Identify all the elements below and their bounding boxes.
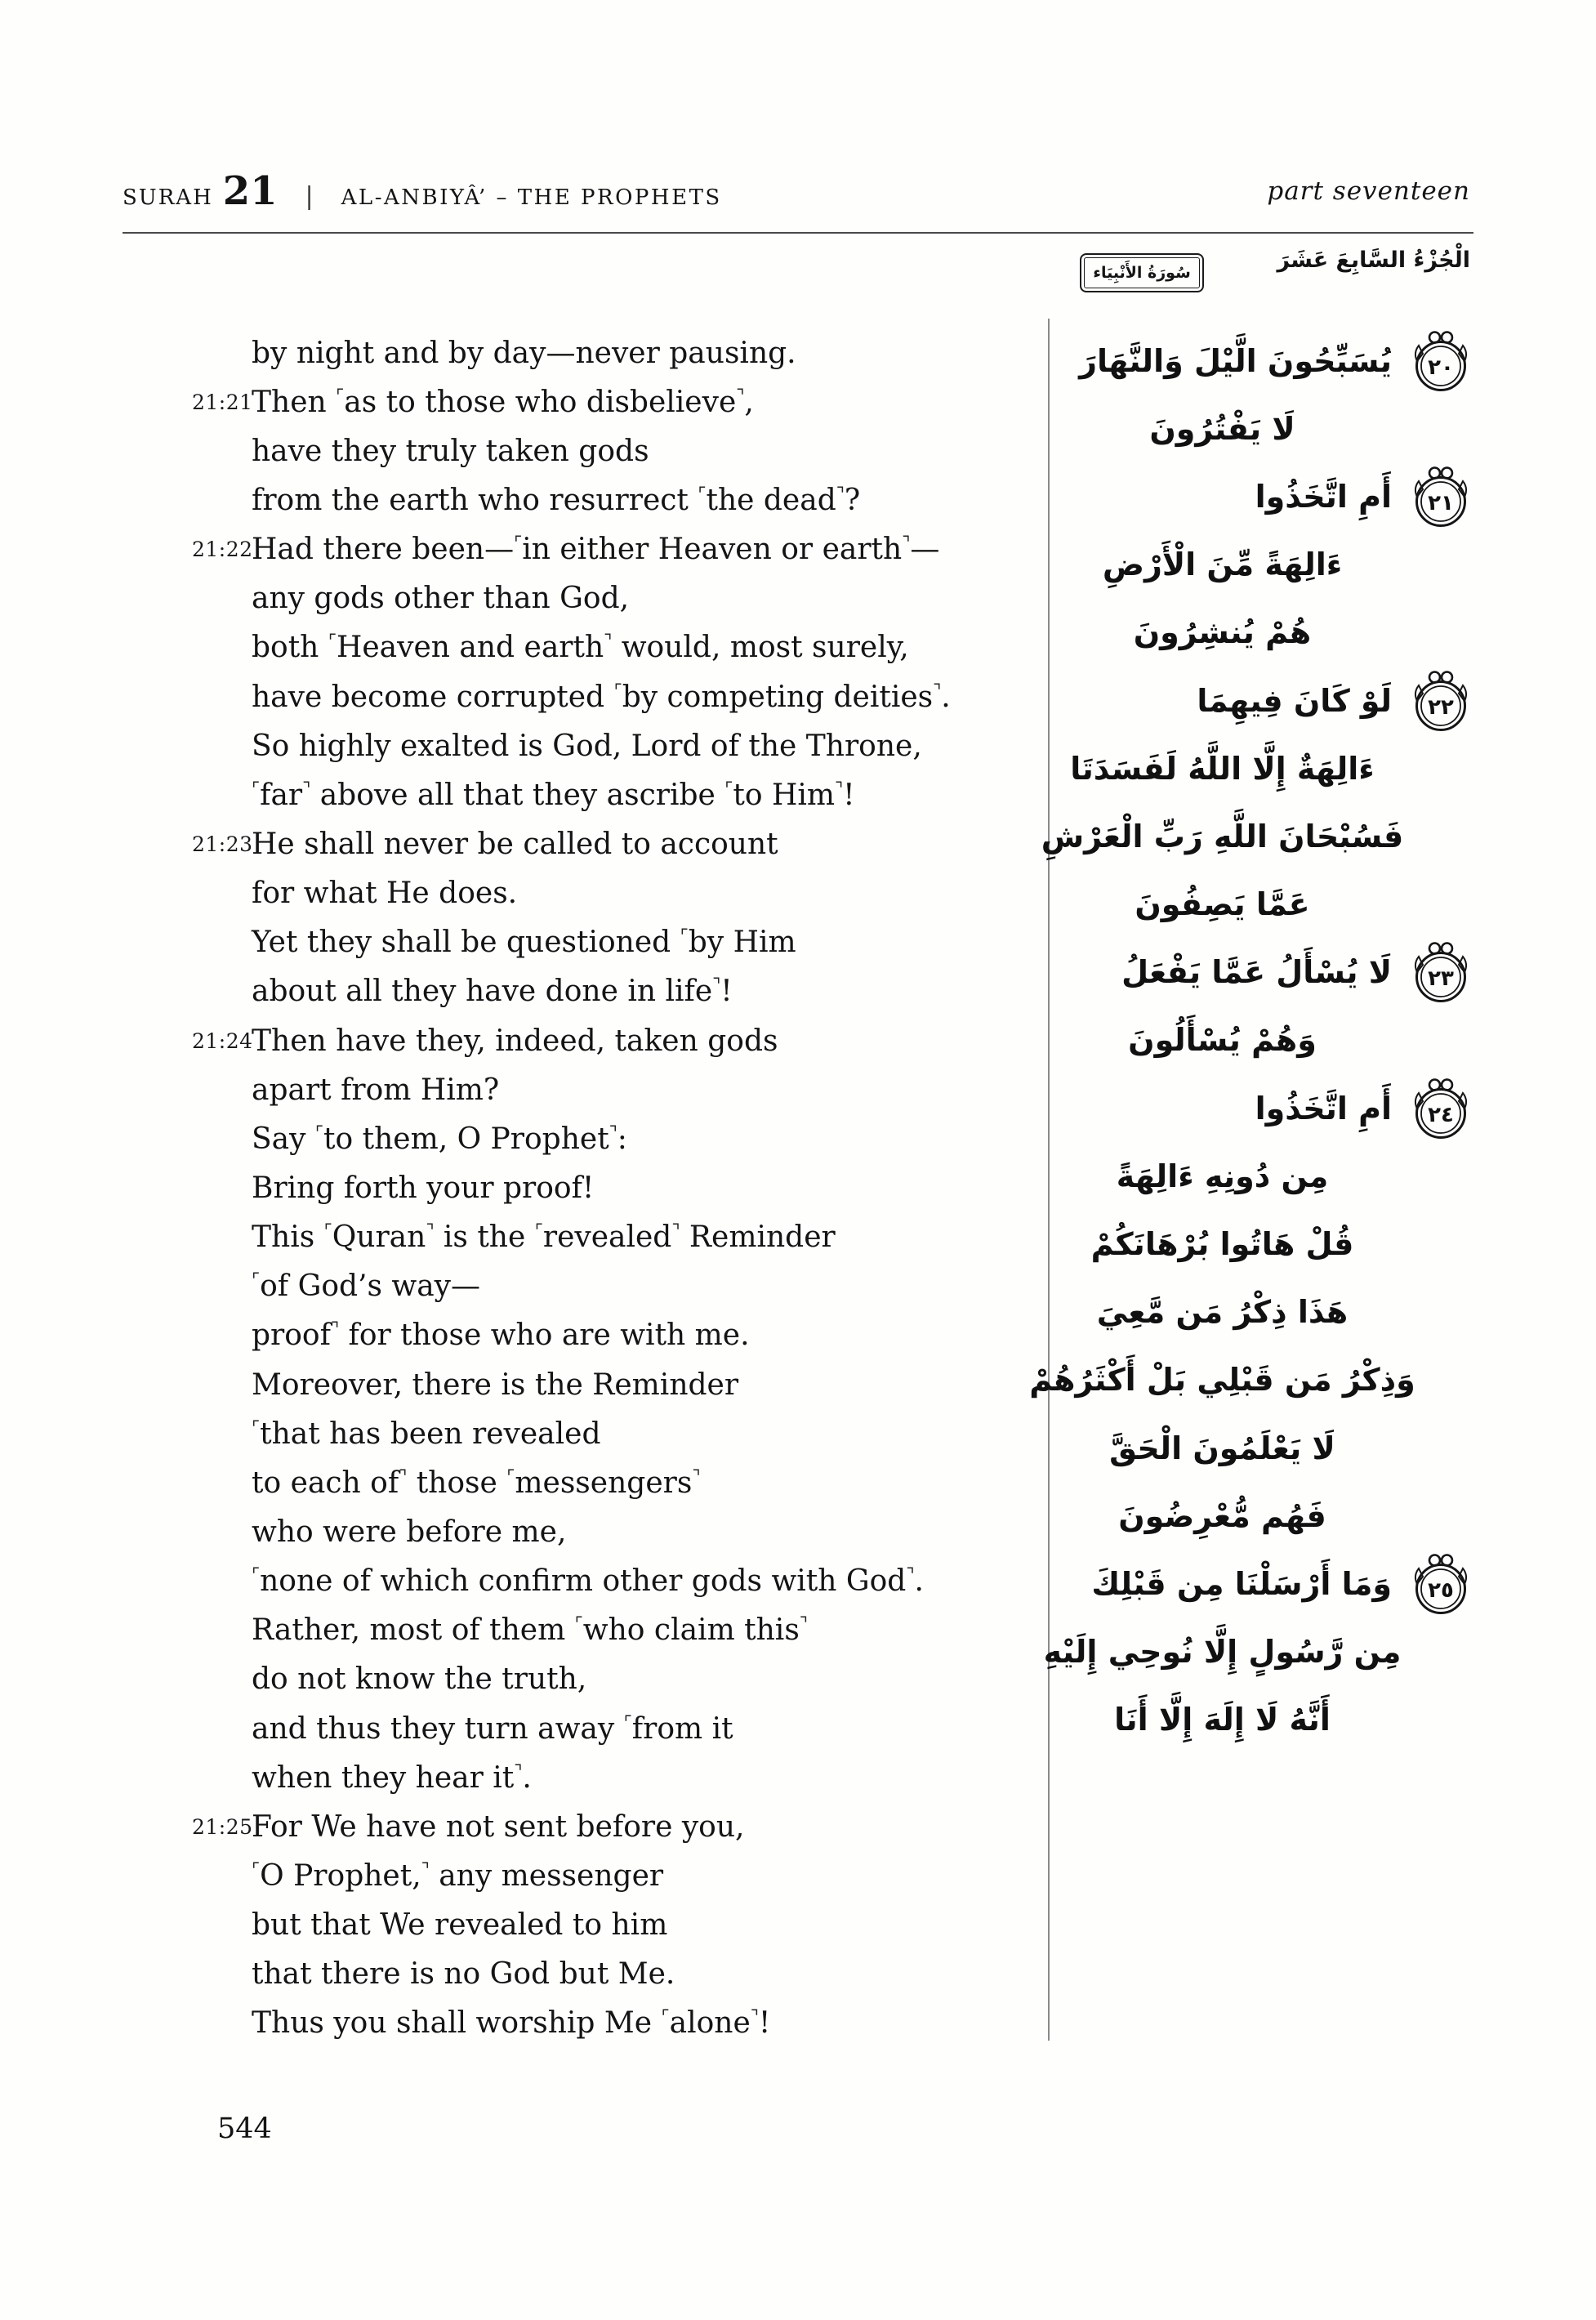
arabic-verse-text: لَوْ كَانَ فِيهِمَا xyxy=(1197,682,1392,719)
svg-text:٢٠: ٢٠ xyxy=(1428,355,1454,380)
arabic-line xyxy=(1050,1006,1596,1074)
english-line xyxy=(192,426,1041,475)
half-bracket: ⌜ xyxy=(661,2007,670,2028)
half-bracket: ⌜ xyxy=(323,1221,332,1243)
arabic-line xyxy=(1029,1346,1596,1414)
arabic-line xyxy=(1050,462,1596,530)
juz-arabic-label: الْجُزْءُ السَّابِعَ عَشَرَ xyxy=(1277,248,1470,273)
english-line xyxy=(192,623,1041,672)
english-line xyxy=(192,475,1041,524)
half-bracket: ⌜ xyxy=(680,926,689,948)
arabic-verse-text: يُسَبِّحُونَ الَّيْلَ وَالنَّهَارَ xyxy=(1079,342,1392,379)
english-line xyxy=(192,1901,1041,1950)
arabic-line xyxy=(1050,871,1596,939)
verse-medallion-slot xyxy=(1411,1551,1470,1617)
english-line xyxy=(192,377,1041,426)
arabic-verse-text: لَا يَعْلَمُونَ الْحَقَّ xyxy=(1109,1430,1335,1466)
verse-text: have they truly taken gods xyxy=(252,434,649,468)
arabic-line xyxy=(1050,1074,1596,1142)
english-translation-column xyxy=(192,328,1041,2048)
verse-marker-medallion xyxy=(1411,939,1470,1005)
half-bracket: ⌝ xyxy=(906,1565,915,1586)
half-bracket: ⌝ xyxy=(426,1221,435,1243)
verse-number: 21:22 xyxy=(192,538,253,562)
arabic-line xyxy=(1043,1618,1596,1686)
half-bracket: ⌝ xyxy=(302,779,311,800)
english-line xyxy=(192,819,1041,868)
half-bracket: ⌝ xyxy=(421,1860,430,1881)
half-bracket: ⌜ xyxy=(534,1221,543,1243)
arabic-line xyxy=(1050,1142,1596,1210)
half-bracket: ⌝ xyxy=(902,533,911,555)
arabic-verse-text: لَا يُسْأَلُ عَمَّا يَفْعَلُ xyxy=(1121,954,1392,991)
arabic-verse-text: هُمْ يُنشِرُونَ xyxy=(1133,614,1312,651)
half-bracket: ⌜ xyxy=(252,1565,261,1586)
english-line xyxy=(192,1655,1041,1704)
verse-text: Moreover, there is the Reminder xyxy=(252,1367,739,1402)
english-line xyxy=(192,1950,1041,1999)
half-bracket: ⌜ xyxy=(506,1466,515,1488)
half-bracket: ⌜ xyxy=(314,1122,324,1144)
arabic-line xyxy=(1050,939,1596,1006)
verse-number: 21:25 xyxy=(192,1814,253,1839)
verse-medallion-slot xyxy=(1411,328,1470,394)
half-bracket: ⌝ xyxy=(330,1319,340,1341)
english-line xyxy=(192,770,1041,819)
surah-cartouche-text: سُورَةُ الأَنْبِيَاء xyxy=(1093,264,1191,282)
half-bracket: ⌜ xyxy=(623,1712,632,1733)
english-line xyxy=(192,1606,1041,1655)
english-line xyxy=(192,1360,1041,1409)
page-number: 544 xyxy=(217,2113,272,2145)
verse-text: when they hear it⌝. xyxy=(252,1760,532,1795)
half-bracket: ⌜ xyxy=(698,484,707,506)
half-bracket: ⌜ xyxy=(252,1860,261,1881)
verse-number: 21:21 xyxy=(192,390,253,414)
verse-text: ⌜that has been revealed xyxy=(252,1417,601,1451)
english-line xyxy=(192,1851,1041,1900)
english-line xyxy=(192,1999,1041,2048)
arabic-verse-text: مِن رَّسُولٍ إِلَّا نُوحِي إِلَيْهِ xyxy=(1043,1634,1402,1671)
surah-header xyxy=(123,168,722,214)
arabic-verse-text: هَذَا ذِكْرُ مَن مَّعِيَ xyxy=(1096,1294,1349,1331)
svg-text:٢٢: ٢٢ xyxy=(1428,694,1454,720)
half-bracket: ⌝ xyxy=(933,680,942,702)
verse-medallion-slot xyxy=(1411,1076,1470,1141)
english-line xyxy=(192,1409,1041,1458)
half-bracket: ⌝ xyxy=(399,1466,408,1488)
verse-number: 21:23 xyxy=(192,832,253,856)
verse-text: any gods other than God, xyxy=(252,582,630,616)
half-bracket: ⌜ xyxy=(252,1270,261,1292)
verse-text: by night and by day—never pausing. xyxy=(252,336,796,370)
svg-text:٢٤: ٢٤ xyxy=(1428,1102,1454,1127)
english-line xyxy=(192,1065,1041,1114)
english-line xyxy=(192,1262,1041,1311)
half-bracket: ⌝ xyxy=(799,1614,808,1635)
verse-number: 21:24 xyxy=(192,1028,253,1053)
english-line xyxy=(192,574,1041,623)
verse-text: ⌜far⌝ above all that they ascribe ⌜to Him⌝! xyxy=(252,778,855,812)
half-bracket: ⌜ xyxy=(252,1417,261,1439)
verse-text: Then have they, indeed, taken gods xyxy=(252,1024,778,1058)
svg-text:٢١: ٢١ xyxy=(1428,490,1454,515)
arabic-line xyxy=(1050,1278,1596,1346)
half-bracket: ⌜ xyxy=(724,779,733,800)
header-rule xyxy=(123,232,1473,234)
english-line xyxy=(192,1802,1041,1851)
verse-marker-medallion xyxy=(1411,668,1470,734)
verse-text: and thus they turn away ⌜from it xyxy=(252,1711,733,1746)
arabic-verse-text: فَسُبْحَانَ اللَّهِ رَبِّ الْعَرْشِ xyxy=(1041,818,1404,854)
half-bracket: ⌝ xyxy=(712,975,721,997)
half-bracket: ⌜ xyxy=(328,631,337,653)
verse-text: ⌜none of which confirm other gods with God⌝. xyxy=(252,1564,924,1599)
verse-text: that there is no God but Me. xyxy=(252,1957,675,1992)
part-label: part seventeen xyxy=(1267,176,1470,206)
verse-text: He shall never be called to account xyxy=(252,827,778,861)
arabic-verse-text: وَمَا أَرْسَلْنَا مِن قَبْلِكَ xyxy=(1091,1565,1392,1602)
half-bracket: ⌜ xyxy=(514,533,523,555)
verse-text: This ⌜Quran⌝ is the ⌜revealed⌝ Reminder xyxy=(252,1220,836,1255)
verse-marker-medallion xyxy=(1411,328,1470,394)
english-line xyxy=(192,1507,1041,1556)
arabic-verse-text: وَهُمْ يُسْأَلُونَ xyxy=(1128,1022,1317,1059)
english-line xyxy=(192,1016,1041,1065)
half-bracket: ⌝ xyxy=(604,631,613,653)
english-line xyxy=(192,1557,1041,1606)
verse-text: to each of⌝ those ⌜messengers⌝ xyxy=(252,1466,701,1500)
verse-text: both ⌜Heaven and earth⌝ would, most surely, xyxy=(252,631,909,665)
verse-text: about all they have done in life⌝! xyxy=(252,975,733,1009)
arabic-line xyxy=(1050,599,1596,667)
half-bracket: ⌜ xyxy=(574,1614,583,1635)
arabic-line xyxy=(1050,531,1596,599)
verse-text: For We have not sent before you, xyxy=(252,1809,745,1844)
header-separator: | xyxy=(305,182,314,211)
verse-medallion-slot xyxy=(1411,668,1470,734)
arabic-line xyxy=(1050,667,1596,734)
verse-text: Thus you shall worship Me ⌜alone⌝! xyxy=(252,2006,771,2041)
half-bracket: ⌝ xyxy=(692,1466,701,1488)
english-line xyxy=(192,918,1041,967)
verse-text: ⌜of God’s way— xyxy=(252,1269,481,1304)
half-bracket: ⌝ xyxy=(836,484,845,506)
verse-text: ⌜O Prophet,⌝ any messenger xyxy=(252,1858,664,1893)
verse-text: who were before me, xyxy=(252,1515,567,1549)
verse-text: Bring forth your proof! xyxy=(252,1171,595,1205)
verse-text: Had there been—⌜in either Heaven or earth⌝— xyxy=(252,533,940,567)
arabic-verse-column xyxy=(1029,327,1596,1754)
arabic-verse-text: فَهُم مُّعْرِضُونَ xyxy=(1118,1497,1326,1534)
arabic-verse-text: أَمِ اتَّخَذُوا xyxy=(1255,478,1392,515)
english-line xyxy=(192,1163,1041,1212)
verse-marker-medallion xyxy=(1411,1076,1470,1141)
arabic-line xyxy=(1041,802,1596,870)
english-line xyxy=(192,525,1041,574)
half-bracket: ⌝ xyxy=(514,1761,523,1782)
arabic-verse-text: ءَالِهَةً مِّنَ الْأَرْضِ xyxy=(1102,547,1343,583)
half-bracket: ⌜ xyxy=(613,680,622,702)
english-line xyxy=(192,721,1041,770)
verse-text: have become corrupted ⌜by competing deities⌝. xyxy=(252,680,951,714)
arabic-line xyxy=(1050,327,1596,395)
verse-text: proof⌝ for those who are with me. xyxy=(252,1318,750,1353)
arabic-line xyxy=(1050,1550,1596,1617)
verse-text: So highly exalted is God, Lord of the Throne, xyxy=(252,729,922,763)
arabic-verse-text: أَمِ اتَّخَذُوا xyxy=(1255,1090,1392,1127)
half-bracket: ⌝ xyxy=(736,386,745,407)
english-line xyxy=(192,1458,1041,1507)
english-line xyxy=(192,672,1041,721)
verse-marker-medallion xyxy=(1411,1551,1470,1617)
english-line xyxy=(192,967,1041,1016)
arabic-line xyxy=(1050,395,1596,462)
verse-text: do not know the truth, xyxy=(252,1662,587,1697)
half-bracket: ⌜ xyxy=(336,386,345,407)
arabic-verse-text: مِن دُونِهِ ءَالِهَةً xyxy=(1116,1158,1329,1194)
arabic-verse-text: ءَالِهَةٌ إِلَّا اللَّهُ لَفَسَدَتَا xyxy=(1070,750,1375,787)
english-line xyxy=(192,1114,1041,1163)
arabic-verse-text: عَمَّا يَصِفُونَ xyxy=(1135,886,1310,923)
verse-medallion-slot xyxy=(1411,939,1470,1005)
arabic-verse-text: أَنَّهُ لَا إِلَهَ إِلَّا أَنَا xyxy=(1114,1702,1331,1738)
half-bracket: ⌝ xyxy=(750,2007,759,2028)
english-line xyxy=(192,1704,1041,1753)
arabic-line xyxy=(1050,1210,1596,1278)
arabic-verse-text: وَذِكْرُ مَن قَبْلِي بَلْ أَكْثَرُهُمْ xyxy=(1029,1362,1415,1399)
surah-title: AL-ANBIYÂ’ – THE PROPHETS xyxy=(341,185,722,210)
half-bracket: ⌜ xyxy=(252,779,261,800)
surah-label: SURAH xyxy=(123,185,213,210)
surah-cartouche xyxy=(1080,253,1204,292)
english-line xyxy=(192,328,1041,377)
verse-text: Say ⌜to them, O Prophet⌝: xyxy=(252,1122,627,1156)
verse-text: Rather, most of them ⌜who claim this⌝ xyxy=(252,1613,808,1648)
half-bracket: ⌝ xyxy=(609,1122,617,1144)
verse-marker-medallion xyxy=(1411,464,1470,529)
verse-text: from the earth who resurrect ⌜the dead⌝? xyxy=(252,483,861,517)
half-bracket: ⌝ xyxy=(671,1221,680,1243)
half-bracket: ⌝ xyxy=(835,779,844,800)
arabic-line xyxy=(1050,1686,1596,1754)
arabic-line xyxy=(1050,734,1596,802)
arabic-line xyxy=(1050,1482,1596,1550)
svg-text:٢٣: ٢٣ xyxy=(1428,966,1454,992)
verse-text: but that We revealed to him xyxy=(252,1908,668,1943)
verse-text: apart from Him? xyxy=(252,1073,500,1107)
english-line xyxy=(192,869,1041,918)
verse-text: for what He does. xyxy=(252,877,518,911)
english-line xyxy=(192,1213,1041,1262)
arabic-line xyxy=(1050,1414,1596,1482)
verse-medallion-slot xyxy=(1411,464,1470,529)
surah-number: 21 xyxy=(222,168,278,214)
arabic-verse-text: قُلْ هَاتُوا بُرْهَانَكُمْ xyxy=(1090,1226,1354,1263)
english-line xyxy=(192,1753,1041,1802)
arabic-verse-text: لَا يَفْتُرُونَ xyxy=(1149,410,1295,447)
english-line xyxy=(192,1311,1041,1360)
svg-text:٢٥: ٢٥ xyxy=(1428,1577,1454,1603)
verse-text: Yet they shall be questioned ⌜by Him xyxy=(252,926,796,960)
verse-text: Then ⌜as to those who disbelieve⌝, xyxy=(252,385,754,419)
